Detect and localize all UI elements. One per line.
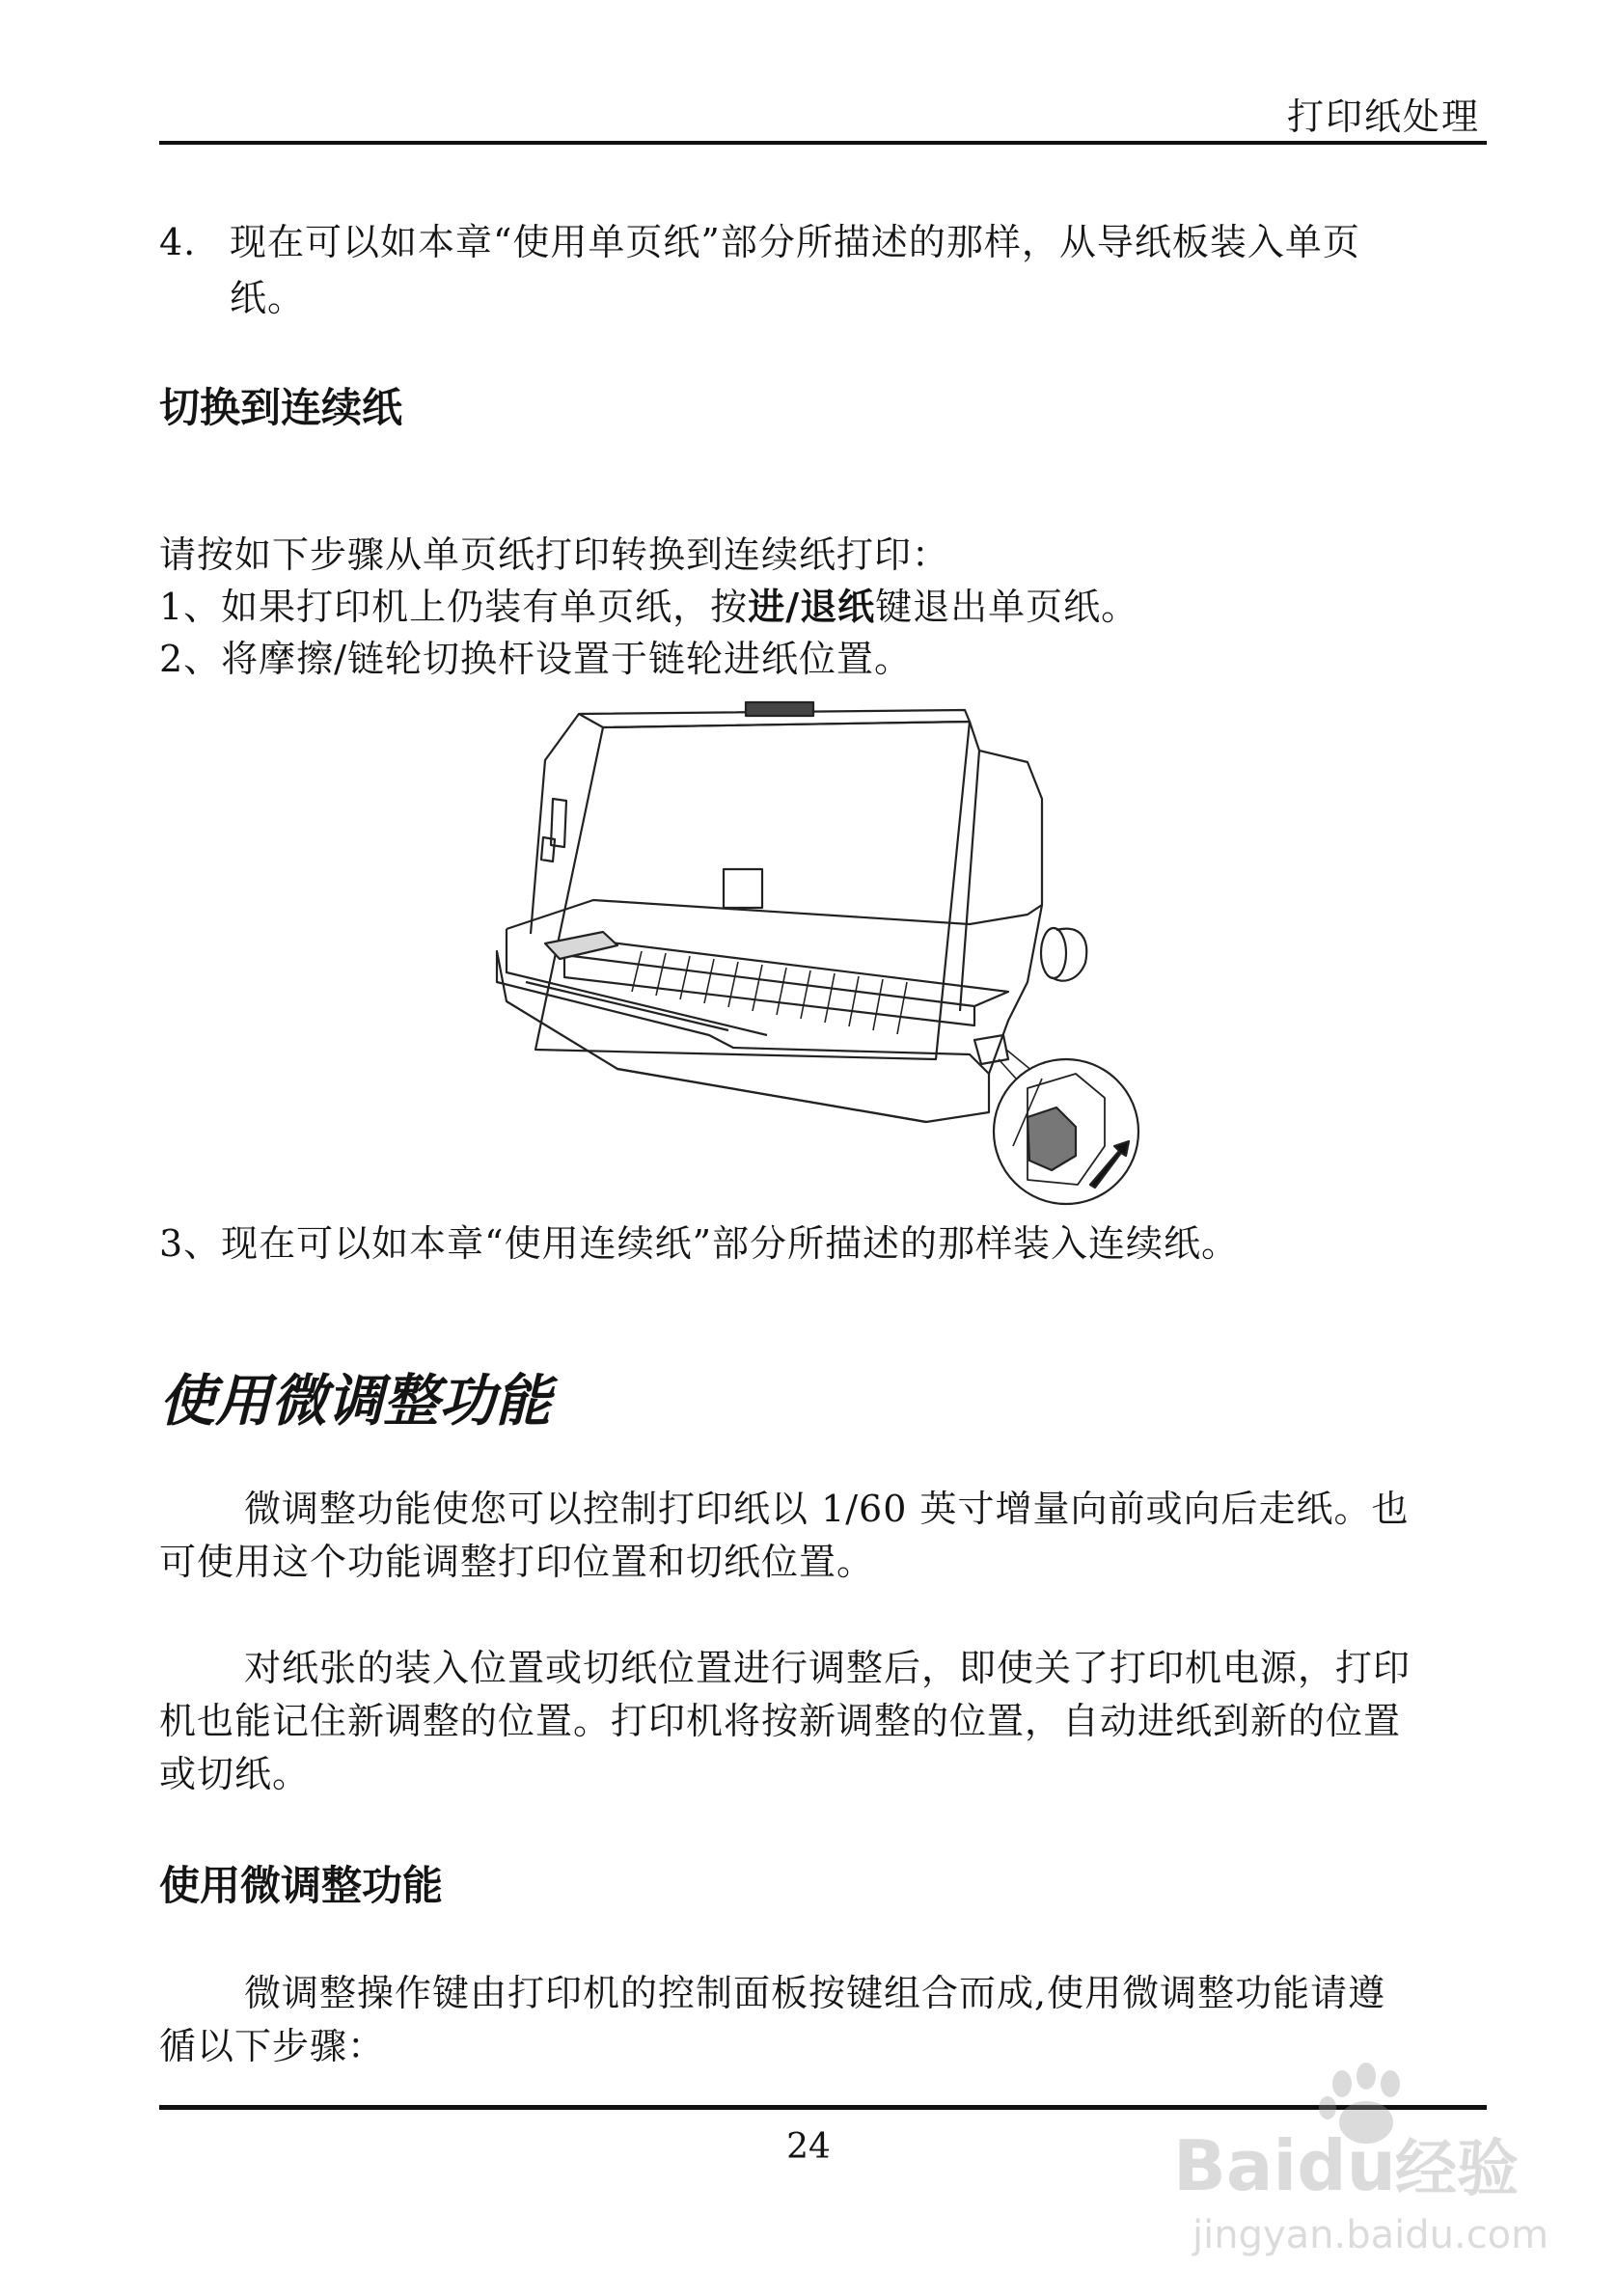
watermark-suffix: 经验 xyxy=(1395,2134,1519,2205)
running-header-title: 打印纸处理 xyxy=(1286,96,1480,138)
micro-adjust-para-1-line-1: 微调整功能使您可以控制打印纸以 1/60 英寸增量向前或向后走纸。也 xyxy=(244,1488,1410,1530)
page-number: 24 xyxy=(786,2127,831,2167)
header-rule xyxy=(159,141,1487,145)
printer-illustration xyxy=(487,693,1143,1233)
baidu-jingyan-watermark xyxy=(1173,2055,1549,2267)
subheading-use-micro-adjust: 使用微调整功能 xyxy=(159,1862,444,1909)
section-heading-micro-adjust: 使用微调整功能 xyxy=(159,1368,552,1434)
switch-step-3: 3、现在可以如本章“使用连续纸”部分所描述的那样装入连续纸。 xyxy=(159,1222,1240,1265)
switch-intro: 请按如下步骤从单页纸打印转换到连续纸打印： xyxy=(159,533,950,576)
micro-adjust-para-2-line-2: 机也能记住新调整的位置。打印机将按新调整的位置，自动进纸到新的位置 xyxy=(159,1700,1402,1742)
micro-adjust-para-3-line-1: 微调整操作键由打印机的控制面板按键组合而成,使用微调整功能请遵 xyxy=(244,1972,1386,2014)
micro-adjust-para-2-line-1: 对纸张的装入位置或切纸位置进行调整后，即使关了打印机电源，打印 xyxy=(244,1647,1411,1689)
watermark-url: jingyan.baidu.com xyxy=(1192,2213,1549,2257)
watermark-brand: Baidu xyxy=(1173,2125,1396,2206)
load-eject-key-name: 进/退纸 xyxy=(748,585,876,628)
step-4-line-1: 现在可以如本章“使用单页纸”部分所描述的那样，从导纸板装入单页 xyxy=(230,221,1360,263)
micro-adjust-para-3-line-2: 循以下步骤： xyxy=(159,2025,386,2067)
micro-adjust-para-2-line-3: 或切纸。 xyxy=(159,1753,311,1795)
step-4-number: 4. xyxy=(159,221,197,263)
section-heading-switch-continuous: 切换到连续纸 xyxy=(159,384,403,431)
switch-step-2: 2、将摩擦/链轮切换杆设置于链轮进纸位置。 xyxy=(159,638,912,680)
switch-step-1-post: 键退出单页纸。 xyxy=(875,586,1139,628)
step-4-line-2: 纸。 xyxy=(230,277,306,319)
micro-adjust-para-1-line-2: 可使用这个功能调整打印位置和切纸位置。 xyxy=(159,1541,875,1583)
switch-step-1 xyxy=(159,579,1138,635)
switch-step-1-pre: 1、如果打印机上仍装有单页纸，按 xyxy=(159,586,749,628)
